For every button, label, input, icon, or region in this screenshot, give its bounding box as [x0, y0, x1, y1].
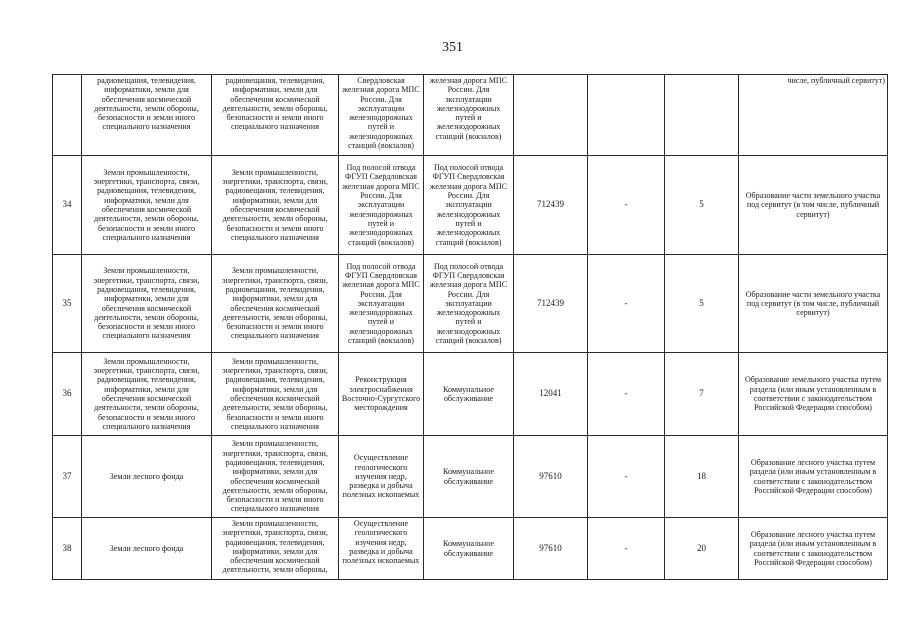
table-row: [53, 75, 888, 156]
permitted-use-after: Под полосой отвода ФГУП Свердловская железная дорога МПС России. Для эксплуатации железнодорожных путей и железнодорожных станций (вокзалов): [424, 156, 514, 255]
row-number: 34: [53, 156, 82, 255]
dash-cell: -: [588, 156, 665, 255]
land-category-after: Земли промышленности, энергетики, транспорта, связи, радиовещания, телевидения, информатики, земли для обеспечения космической деятельности, земли обороны, безопасности и земли иного специального назначения: [212, 255, 339, 353]
land-category-before: Земли промышленности, энергетики, транспорта, связи, радиовещания, телевидения, информатики, земли для обеспечения космической деятельности, земли обороны, безопасности и земли иного специального назначения: [82, 156, 212, 255]
formation-method: Образование части земельного участка под сервитут (в том числе, публичный сервитут): [739, 156, 888, 255]
table-row: [53, 518, 888, 580]
land-plots-table: [52, 74, 888, 580]
plot-area: 12041: [514, 353, 588, 436]
formation-method: Образование лесного участка путем раздела (или иным установленным в соответствии с законодательством Российской Федерации способом): [739, 518, 888, 580]
permitted-use-after: Коммунальное обслуживание: [424, 436, 514, 518]
land-category-before: Земли промышленности, энергетики, транспорта, связи, радиовещания, телевидения, информатики, земли для обеспечения космической деятельности, земли обороны, безопасности и земли иного специального назначения: [82, 353, 212, 436]
permitted-use-before: Осуществление геологического изучения недр, разведка и добыча полезных ископаемых: [339, 518, 424, 580]
plot-count: 7: [665, 353, 739, 436]
land-category-before: радиовещания, телевидения, информатики, земли для обеспечения космической деятельности, земли обороны, безопасности и земли иного специального назначения: [82, 75, 212, 156]
plot-area: [514, 75, 588, 156]
permitted-use-after: Под полосой отвода ФГУП Свердловская железная дорога МПС России. Для эксплуатации железнодорожных путей и железнодорожных станций (вокзалов): [424, 255, 514, 353]
land-category-before: Земли лесного фонда: [82, 436, 212, 518]
permitted-use-before: Реконструкция электроснабжения Восточно-Сургутского месторождения: [339, 353, 424, 436]
row-number: 37: [53, 436, 82, 518]
permitted-use-before: Осуществление геологического изучения недр, разведка и добыча полезных ископаемых: [339, 436, 424, 518]
table-row: [53, 156, 888, 255]
plot-area: 712439: [514, 156, 588, 255]
table-row: [53, 353, 888, 436]
plot-count: [665, 75, 739, 156]
permitted-use-before: Свердловская железная дорога МПС России. Для эксплуатации железнодорожных путей и железнодорожных станций (вокзалов): [339, 75, 424, 156]
row-number: 38: [53, 518, 82, 580]
row-number: [53, 75, 82, 156]
row-number: 35: [53, 255, 82, 353]
land-category-after: Земли промышленности, энергетики, транспорта, связи, радиовещания, телевидения, информатики, земли для обеспечения космической деятельности, земли обороны,: [212, 518, 339, 580]
page-number: 351: [442, 40, 463, 55]
plot-count: 20: [665, 518, 739, 580]
formation-method: Образование земельного участка путем раздела (или иным установленным в соответствии с законодательством Российской Федерации способом): [739, 353, 888, 436]
table-row: [53, 255, 888, 353]
plot-area: 97610: [514, 436, 588, 518]
formation-method: числе, публичный сервитут): [739, 75, 888, 156]
land-category-before: Земли лесного фонда: [82, 518, 212, 580]
permitted-use-after: Коммунальное обслуживание: [424, 353, 514, 436]
permitted-use-after: железная дорога МПС России. Для эксплуатации железнодорожных путей и железнодорожных станций (вокзалов): [424, 75, 514, 156]
formation-method: Образование лесного участка путем раздела (или иным установленным в соответствии с законодательством Российской Федерации способом): [739, 436, 888, 518]
plot-area: 712439: [514, 255, 588, 353]
plot-count: 5: [665, 255, 739, 353]
plot-area: 97610: [514, 518, 588, 580]
dash-cell: -: [588, 353, 665, 436]
plot-count: 18: [665, 436, 739, 518]
land-category-after: радиовещания, телевидения, информатики, земли для обеспечения космической деятельности, земли обороны, безопасности и земли иного специального назначения: [212, 75, 339, 156]
dash-cell: [588, 75, 665, 156]
land-category-before: Земли промышленности, энергетики, транспорта, связи, радиовещания, телевидения, информатики, земли для обеспечения космической деятельности, земли обороны, безопасности и земли иного специального назначения: [82, 255, 212, 353]
land-category-after: Земли промышленности, энергетики, транспорта, связи, радиовещания, телевидения, информатики, земли для обеспечения космической деятельности, земли обороны, безопасности и земли иного специального назначения: [212, 156, 339, 255]
dash-cell: -: [588, 255, 665, 353]
land-category-after: Земли промышленности, энергетики, транспорта, связи, радиовещания, телевидения, информатики, земли для обеспечения космической деятельности, земли обороны, безопасности и земли иного специального назначения: [212, 436, 339, 518]
dash-cell: -: [588, 436, 665, 518]
dash-cell: -: [588, 518, 665, 580]
table-row: [53, 436, 888, 518]
formation-method: Образование части земельного участка под сервитут (в том числе, публичный сервитут): [739, 255, 888, 353]
permitted-use-before: Под полосой отвода ФГУП Свердловская железная дорога МПС России. Для эксплуатации железнодорожных путей и железнодорожных станций (вокзалов): [339, 255, 424, 353]
permitted-use-before: Под полосой отвода ФГУП Свердловская железная дорога МПС России. Для эксплуатации железнодорожных путей и железнодорожных станций (вокзалов): [339, 156, 424, 255]
row-number: 36: [53, 353, 82, 436]
land-category-after: Земли промышленности, энергетики, транспорта, связи, радиовещания, телевидения, информатики, земли для обеспечения космической деятельности, земли обороны, безопасности и земли иного специального назначения: [212, 353, 339, 436]
permitted-use-after: Коммунальное обслуживание: [424, 518, 514, 580]
plot-count: 5: [665, 156, 739, 255]
